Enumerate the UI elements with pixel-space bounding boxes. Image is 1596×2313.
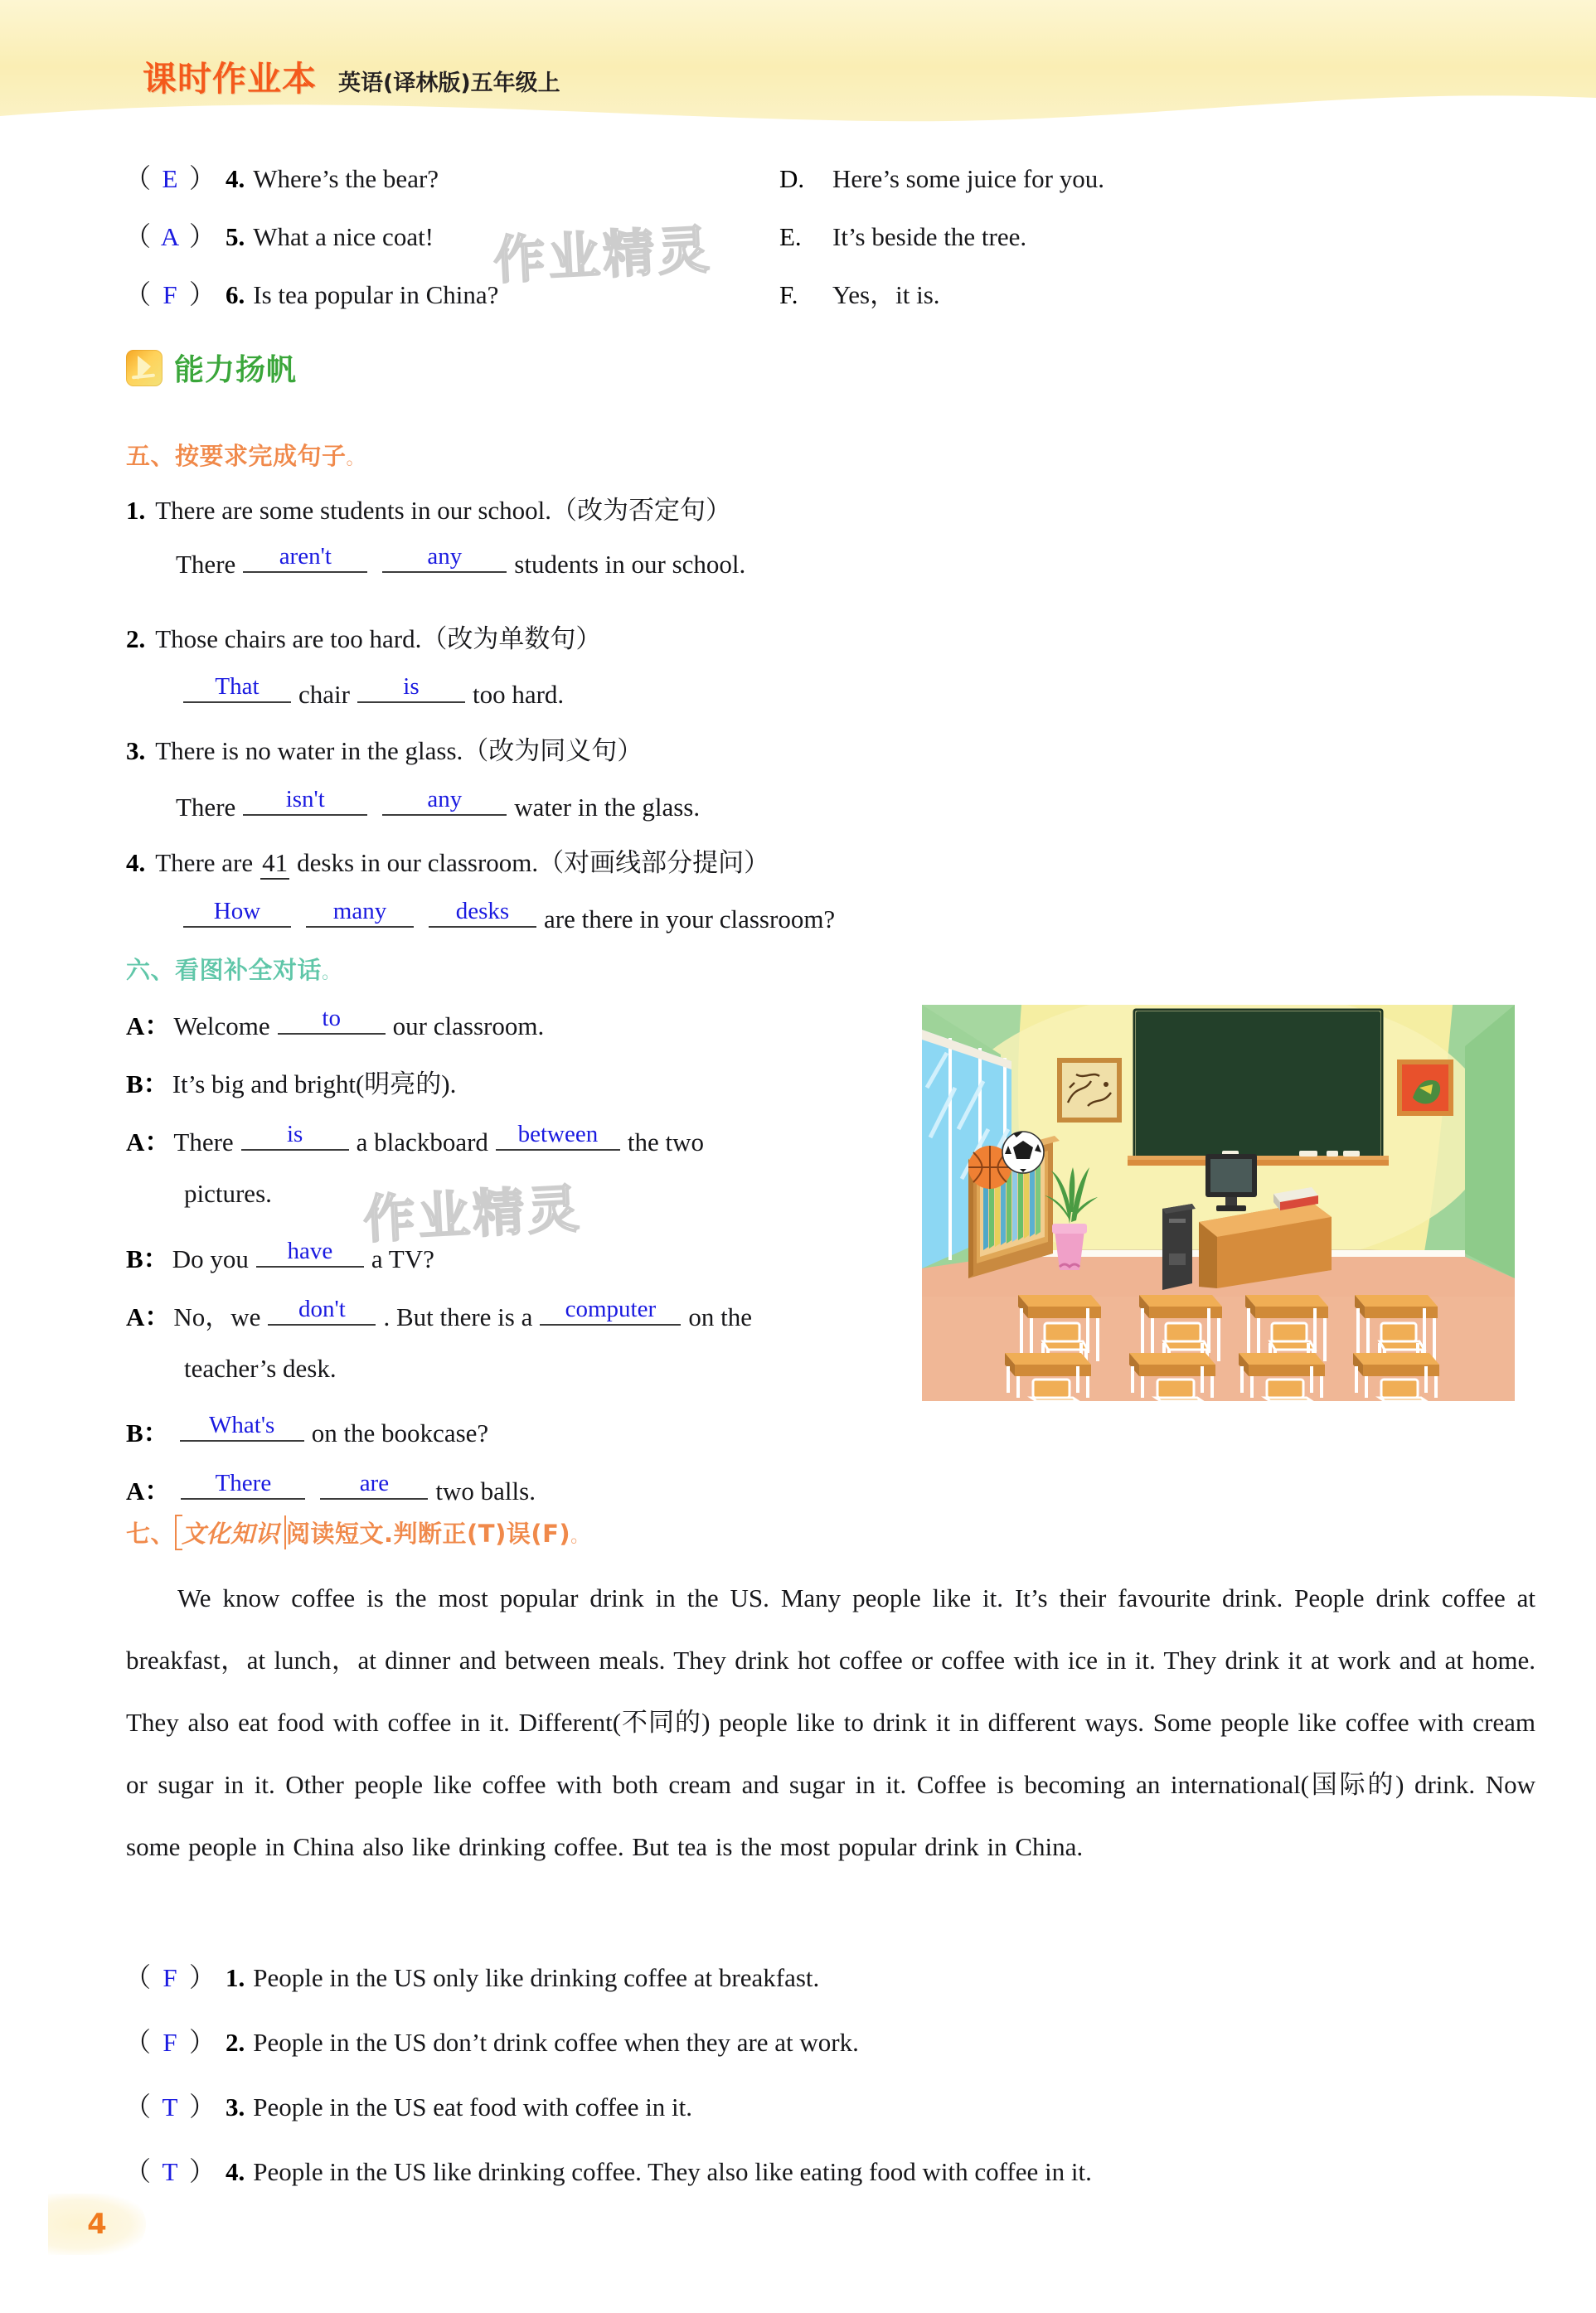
close-paren: ） xyxy=(189,2027,216,2057)
close-paren: ） xyxy=(189,2092,216,2121)
matching-answer[interactable]: E xyxy=(162,164,178,193)
answer-text: any xyxy=(427,543,463,570)
speaker-label: B： xyxy=(126,1244,169,1273)
item-number: 5. xyxy=(226,222,245,251)
dialogue-line-8 xyxy=(126,1412,488,1449)
matching-option xyxy=(779,164,1104,194)
line-post: a TV? xyxy=(371,1244,434,1273)
brand-subtitle: 英语(译林版)五年级上 xyxy=(338,70,560,96)
answer-text: is xyxy=(287,1121,303,1147)
exercise-5-1-prompt xyxy=(126,489,731,526)
speaker-label: B： xyxy=(126,1418,169,1447)
exercise-5-1-answer xyxy=(176,543,745,579)
item-text: Is tea popular in China? xyxy=(253,280,499,309)
exercise-5-2-prompt xyxy=(126,618,601,655)
dialogue-line-2 xyxy=(126,1063,456,1100)
ability-section-title: 能力扬帆 xyxy=(174,353,298,387)
tf-row xyxy=(124,2086,1567,2151)
item-number: 3. xyxy=(226,2092,245,2121)
line-pre: There xyxy=(173,1127,234,1156)
section-7-rest: 阅读短文.判断正(T)误(F) xyxy=(286,1520,571,1548)
speaker-label: A： xyxy=(126,1127,171,1156)
dialogue-line-1 xyxy=(126,1005,544,1042)
sailboat-icon xyxy=(126,350,163,386)
dialogue-line-9 xyxy=(126,1470,536,1507)
answer-blank[interactable] xyxy=(183,673,291,703)
section-6-title: 六、看图补全对话 xyxy=(126,956,323,984)
open-paren: （ xyxy=(124,2156,152,2186)
open-paren: （ xyxy=(124,163,152,193)
line-pre: No，we xyxy=(173,1302,261,1331)
answer-text: isn't xyxy=(285,786,325,812)
prompt-text: There is no water in the glass.（改为同义句） xyxy=(155,736,643,765)
speaker-label: A： xyxy=(126,1302,171,1331)
answer-blank[interactable] xyxy=(496,1121,620,1151)
dialogue-line-5 xyxy=(126,1238,434,1275)
answer-text: any xyxy=(427,786,463,812)
answer-text: between xyxy=(517,1121,599,1147)
answer-text: aren't xyxy=(279,543,332,570)
dialogue-line-4 xyxy=(184,1179,272,1209)
option-text: Here’s some juice for you. xyxy=(832,164,1104,193)
answer-tail: students in our school. xyxy=(514,550,746,579)
answer-blank[interactable] xyxy=(540,1296,681,1326)
close-paren: ） xyxy=(189,1962,216,1992)
open-paren: （ xyxy=(124,1962,152,1992)
option-letter: F. xyxy=(779,280,798,309)
item-number: 4. xyxy=(226,164,245,193)
option-text: Yes，it is. xyxy=(832,280,940,309)
answer-blank[interactable] xyxy=(268,1296,376,1326)
matching-option xyxy=(779,274,940,311)
prompt-pre: There are xyxy=(155,848,254,877)
matching-block xyxy=(124,158,1534,332)
answer-text: desks xyxy=(455,898,510,924)
item-number: 3. xyxy=(126,736,146,765)
item-text: People in the US like drinking coffee. They also like eating food with coffee in it. xyxy=(253,2157,1092,2186)
line-post: the two xyxy=(627,1127,705,1156)
section-6-heading xyxy=(126,952,341,986)
answer-blank[interactable] xyxy=(382,786,507,816)
item-number: 1. xyxy=(226,1963,245,1992)
item-text: People in the US don’t drink coffee when they are at work. xyxy=(253,2028,859,2057)
answer-text: That xyxy=(215,673,260,700)
ability-section-heading xyxy=(126,347,297,389)
answer-blank[interactable] xyxy=(357,673,465,703)
exercise-5-4-prompt xyxy=(126,841,769,880)
answer-text: are xyxy=(359,1470,390,1496)
dialogue-line-3 xyxy=(126,1121,704,1158)
answer-text: have xyxy=(287,1238,333,1264)
classroom-illustration xyxy=(922,1005,1515,1401)
tf-row xyxy=(124,1957,1567,2021)
matching-option xyxy=(779,222,1026,252)
close-paren: ） xyxy=(189,2156,216,2186)
answer-blank[interactable] xyxy=(243,543,367,573)
matching-answer[interactable]: A xyxy=(160,222,180,251)
open-paren: （ xyxy=(124,221,152,251)
matching-answer[interactable]: F xyxy=(163,280,177,309)
answer-blank[interactable] xyxy=(320,1470,428,1500)
line-post: on the xyxy=(688,1302,752,1331)
dialogue-line-6 xyxy=(126,1296,752,1333)
answer-text: What's xyxy=(209,1412,275,1438)
matching-row xyxy=(124,158,1534,216)
section-7-prefix: 七、 xyxy=(126,1520,176,1548)
watermark: 作业精灵 xyxy=(361,1178,585,1250)
section-5-title-tail: 。 xyxy=(346,449,366,469)
answer-tail: too hard. xyxy=(472,680,565,709)
exercise-5-3-answer xyxy=(176,786,700,822)
answer-blank[interactable] xyxy=(278,1005,386,1035)
answer-blank[interactable] xyxy=(183,898,291,928)
answer-blank[interactable] xyxy=(180,1412,304,1442)
item-number: 6. xyxy=(226,280,245,309)
line-pre: It’s big and bright(明亮的). xyxy=(172,1069,457,1098)
open-paren: （ xyxy=(124,2092,152,2121)
section-6-title-tail: 。 xyxy=(322,963,341,983)
matching-left-item xyxy=(124,158,779,196)
answer-blank[interactable] xyxy=(429,898,536,928)
underlined-number: 41 xyxy=(260,848,289,880)
brand-title: 课时作业本 xyxy=(143,59,317,99)
answer-text: to xyxy=(322,1005,341,1031)
speaker-label: B： xyxy=(126,1069,169,1098)
answer-text: many xyxy=(332,898,387,924)
answer-tail: water in the glass. xyxy=(514,793,701,822)
line-mid: a blackboard xyxy=(356,1127,488,1156)
answer-blank[interactable] xyxy=(382,543,507,573)
option-text: It’s beside the tree. xyxy=(832,222,1027,251)
option-letter: D. xyxy=(779,164,805,193)
line-pre: Do you xyxy=(172,1244,249,1273)
item-text: Where’s the bear? xyxy=(253,164,439,193)
matching-row xyxy=(124,274,1534,332)
item-number: 1. xyxy=(126,496,146,525)
exercise-5-2-answer xyxy=(176,673,564,710)
tf-answer[interactable]: F xyxy=(163,2028,177,2057)
tf-answer[interactable]: F xyxy=(163,1963,177,1992)
item-number: 4. xyxy=(226,2157,245,2186)
speaker-label: A： xyxy=(126,1011,171,1040)
section-5-title: 五、按要求完成句子 xyxy=(126,442,347,470)
speaker-label: A： xyxy=(126,1477,171,1506)
item-number: 4. xyxy=(126,848,146,877)
close-paren: ） xyxy=(189,279,216,309)
tf-answer[interactable]: T xyxy=(162,2157,178,2186)
answer-tail: are there in your classroom? xyxy=(544,904,836,933)
answer-blank[interactable] xyxy=(306,898,414,928)
prompt-post: desks in our classroom.（对画线部分提问） xyxy=(297,848,770,877)
answer-mid: chair xyxy=(298,680,350,709)
section-5-heading xyxy=(126,438,365,472)
item-text: What a nice coat! xyxy=(253,222,434,251)
close-paren: ） xyxy=(189,221,216,251)
option-letter: E. xyxy=(779,222,802,251)
prompt-text: Those chairs are too hard.（改为单数句） xyxy=(155,624,602,653)
answer-text: is xyxy=(403,673,420,700)
matching-left-item xyxy=(124,216,779,254)
close-paren: ） xyxy=(189,163,216,193)
tf-answer[interactable]: T xyxy=(162,2092,178,2121)
open-paren: （ xyxy=(124,2027,152,2057)
line-pre: pictures. xyxy=(184,1179,272,1208)
item-text: People in the US eat food with coffee in it. xyxy=(253,2092,693,2121)
watermark: 作业精灵 xyxy=(492,219,715,291)
answer-lead: There xyxy=(176,793,236,822)
exercise-5-4-answer xyxy=(176,898,835,934)
answer-blank[interactable] xyxy=(243,786,367,816)
line-pre: Welcome xyxy=(173,1011,270,1040)
answer-blank[interactable] xyxy=(241,1121,349,1151)
true-false-block xyxy=(124,1957,1567,2215)
matching-left-item xyxy=(124,274,779,312)
open-paren: （ xyxy=(124,279,152,309)
line-pre: teacher’s desk. xyxy=(184,1354,337,1383)
tf-row xyxy=(124,2021,1567,2086)
answer-blank[interactable] xyxy=(181,1470,305,1500)
section-7-heading xyxy=(126,1515,589,1549)
line-post: on the bookcase? xyxy=(311,1418,489,1447)
item-number: 2. xyxy=(126,624,146,653)
answer-text: don't xyxy=(298,1296,346,1322)
section-7-title-tail: 。 xyxy=(570,1526,589,1547)
answer-text: computer xyxy=(565,1296,657,1322)
answer-blank[interactable] xyxy=(256,1238,364,1268)
tf-row xyxy=(124,2151,1567,2215)
answer-text: There xyxy=(215,1470,272,1496)
line-post: two balls. xyxy=(435,1477,536,1506)
answer-text: How xyxy=(213,898,261,924)
dialogue-line-7 xyxy=(184,1354,337,1384)
page-title xyxy=(143,51,560,100)
reading-passage: We know coffee is the most popular drink in the US. Many people like it. It’s their favourite drink. People drink coffee at breakfast，at lunch，at dinner and between meals. They drink hot coffee or coffee with ice in it. They drink it at work and at home. They also eat food with coffee in it. Different(不同的) people like to drink it in different ways. Some people like coffee with cream or sugar in it. Other people like coffee with both cream and sugar in it. Coffee is becoming an international(国际的) drink. Now some people in China also like drinking coffee. But tea is the most popular drink in China. xyxy=(126,1583,1535,1861)
exercise-5-3-prompt xyxy=(126,730,643,767)
page-number: 4 xyxy=(48,2194,146,2255)
item-number: 2. xyxy=(226,2028,245,2057)
matching-row xyxy=(124,216,1534,274)
item-text: People in the US only like drinking coffee at breakfast. xyxy=(253,1963,820,1992)
prompt-text: There are some students in our school.（改为否定句） xyxy=(155,496,732,525)
line-post: our classroom. xyxy=(392,1011,545,1040)
section-7-tag: 文化知识 xyxy=(175,1515,286,1549)
answer-lead: There xyxy=(176,550,236,579)
line-mid: . But there is a xyxy=(383,1302,533,1331)
